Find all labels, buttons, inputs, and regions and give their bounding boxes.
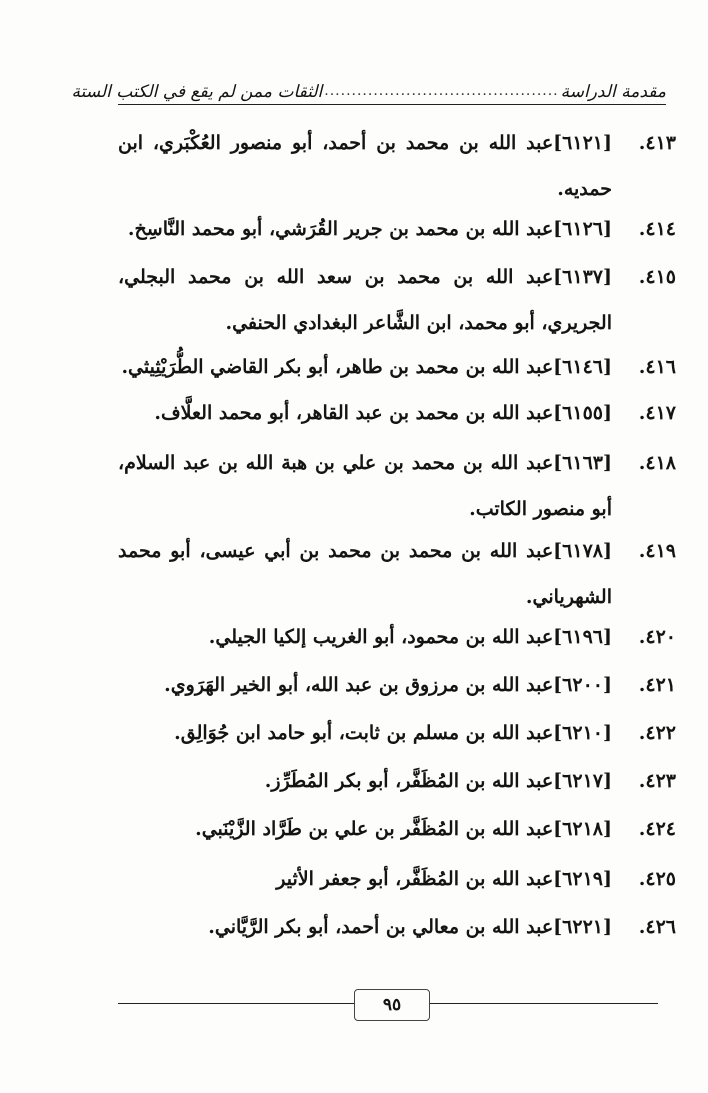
header-leader-dots: ........................................... — [324, 83, 559, 99]
entry-text: [٦٢١٧]عبد الله بن المُظَفَّر، أبو بكر المُطَرِّز. — [264, 770, 612, 792]
entry-number: ٤٢٤. — [638, 818, 676, 840]
entry-number: ٤١٨. — [638, 452, 676, 474]
entry-text: [٦٢١٨]عبد الله بن المُظَفَّر بن علي بن طَرَّاد الزَّيْنَبي. — [195, 818, 612, 840]
list-item — [118, 662, 676, 708]
entry-number: ٤١٤. — [638, 218, 676, 240]
list-item — [118, 390, 676, 436]
header-book-title: الثقات ممن لم يقع في الكتب الستة — [71, 82, 323, 102]
entry-text: [٦٢١٩]عبد الله بن المُظَفَّر، أبو جعفر الأثير — [276, 868, 612, 890]
list-item — [118, 856, 676, 902]
entry-text: [٦١٩٦]عبد الله بن محمود، أبو الغريب إلكيا الجيلي. — [208, 626, 612, 648]
list-item — [118, 120, 676, 212]
list-item — [118, 344, 676, 390]
entry-number: ٤٢١. — [638, 674, 676, 696]
header-section-title: مقدمة الدراسة — [560, 82, 666, 102]
entry-number: ٤١٧. — [638, 402, 676, 424]
list-item — [118, 206, 676, 252]
entry-number: ٤٢٢. — [638, 722, 676, 744]
entry-text: [٦٢٠٠]عبد الله بن مرزوق بن عبد الله، أبو الخير الهَرَوي. — [164, 674, 612, 696]
list-item — [118, 614, 676, 660]
entry-text: [٦٢١٠]عبد الله بن مسلم بن ثابت، أبو حامد ابن جُوَالِق. — [174, 722, 612, 744]
entry-text: [٦١٦٣]عبد الله بن محمد بن علي بن هبة الله بن عبد السلام، أبو منصور الكاتب. — [118, 452, 612, 520]
entry-number: ٤٢٠. — [638, 626, 676, 648]
entry-text: [٦١٥٥]عبد الله بن محمد بن عبد القاهر، أبو محمد العلَّاف. — [154, 402, 612, 424]
entry-number: ٤١٦. — [638, 356, 676, 378]
list-item — [118, 806, 676, 852]
entry-number: ٤٢٣. — [638, 770, 676, 792]
list-item — [118, 528, 676, 620]
list-item — [118, 710, 676, 756]
entry-number: ٤١٩. — [638, 540, 676, 562]
list-item — [118, 758, 676, 804]
entry-number: ٤١٣. — [638, 132, 676, 154]
entry-text: [٦١٢١]عبد الله بن محمد بن أحمد، أبو منصور العُكْبَري، ابن حمديه. — [118, 132, 612, 200]
entry-text: [٦١٣٧]عبد الله بن محمد بن سعد الله بن محمد البجلي، الجريري، أبو محمد، ابن الشَّاعر البغدادي الحنفي. — [118, 266, 612, 334]
entry-text: [٦٢٢١]عبد الله بن معالي بن أحمد، أبو بكر الرَّيَّاني. — [208, 916, 612, 938]
entry-text: [٦١٢٦]عبد الله بن محمد بن جرير القُرَشي، أبو محمد النَّاسِخ. — [127, 218, 612, 240]
entry-number: ٤٢٥. — [638, 868, 676, 890]
entry-text: [٦١٧٨]عبد الله بن محمد بن محمد بن أبي عيسى، أبو محمد الشهرياني. — [118, 540, 612, 608]
entry-number: ٤٢٦. — [638, 916, 676, 938]
entry-text: [٦١٤٦]عبد الله بن محمد بن طاهر، أبو بكر القاضي الطُّرَيْثِيثي. — [121, 356, 612, 378]
entry-number: ٤١٥. — [638, 266, 676, 288]
list-item — [118, 440, 676, 532]
page-number: ٩٥ — [354, 989, 430, 1021]
list-item — [118, 254, 676, 346]
list-item — [118, 904, 676, 950]
